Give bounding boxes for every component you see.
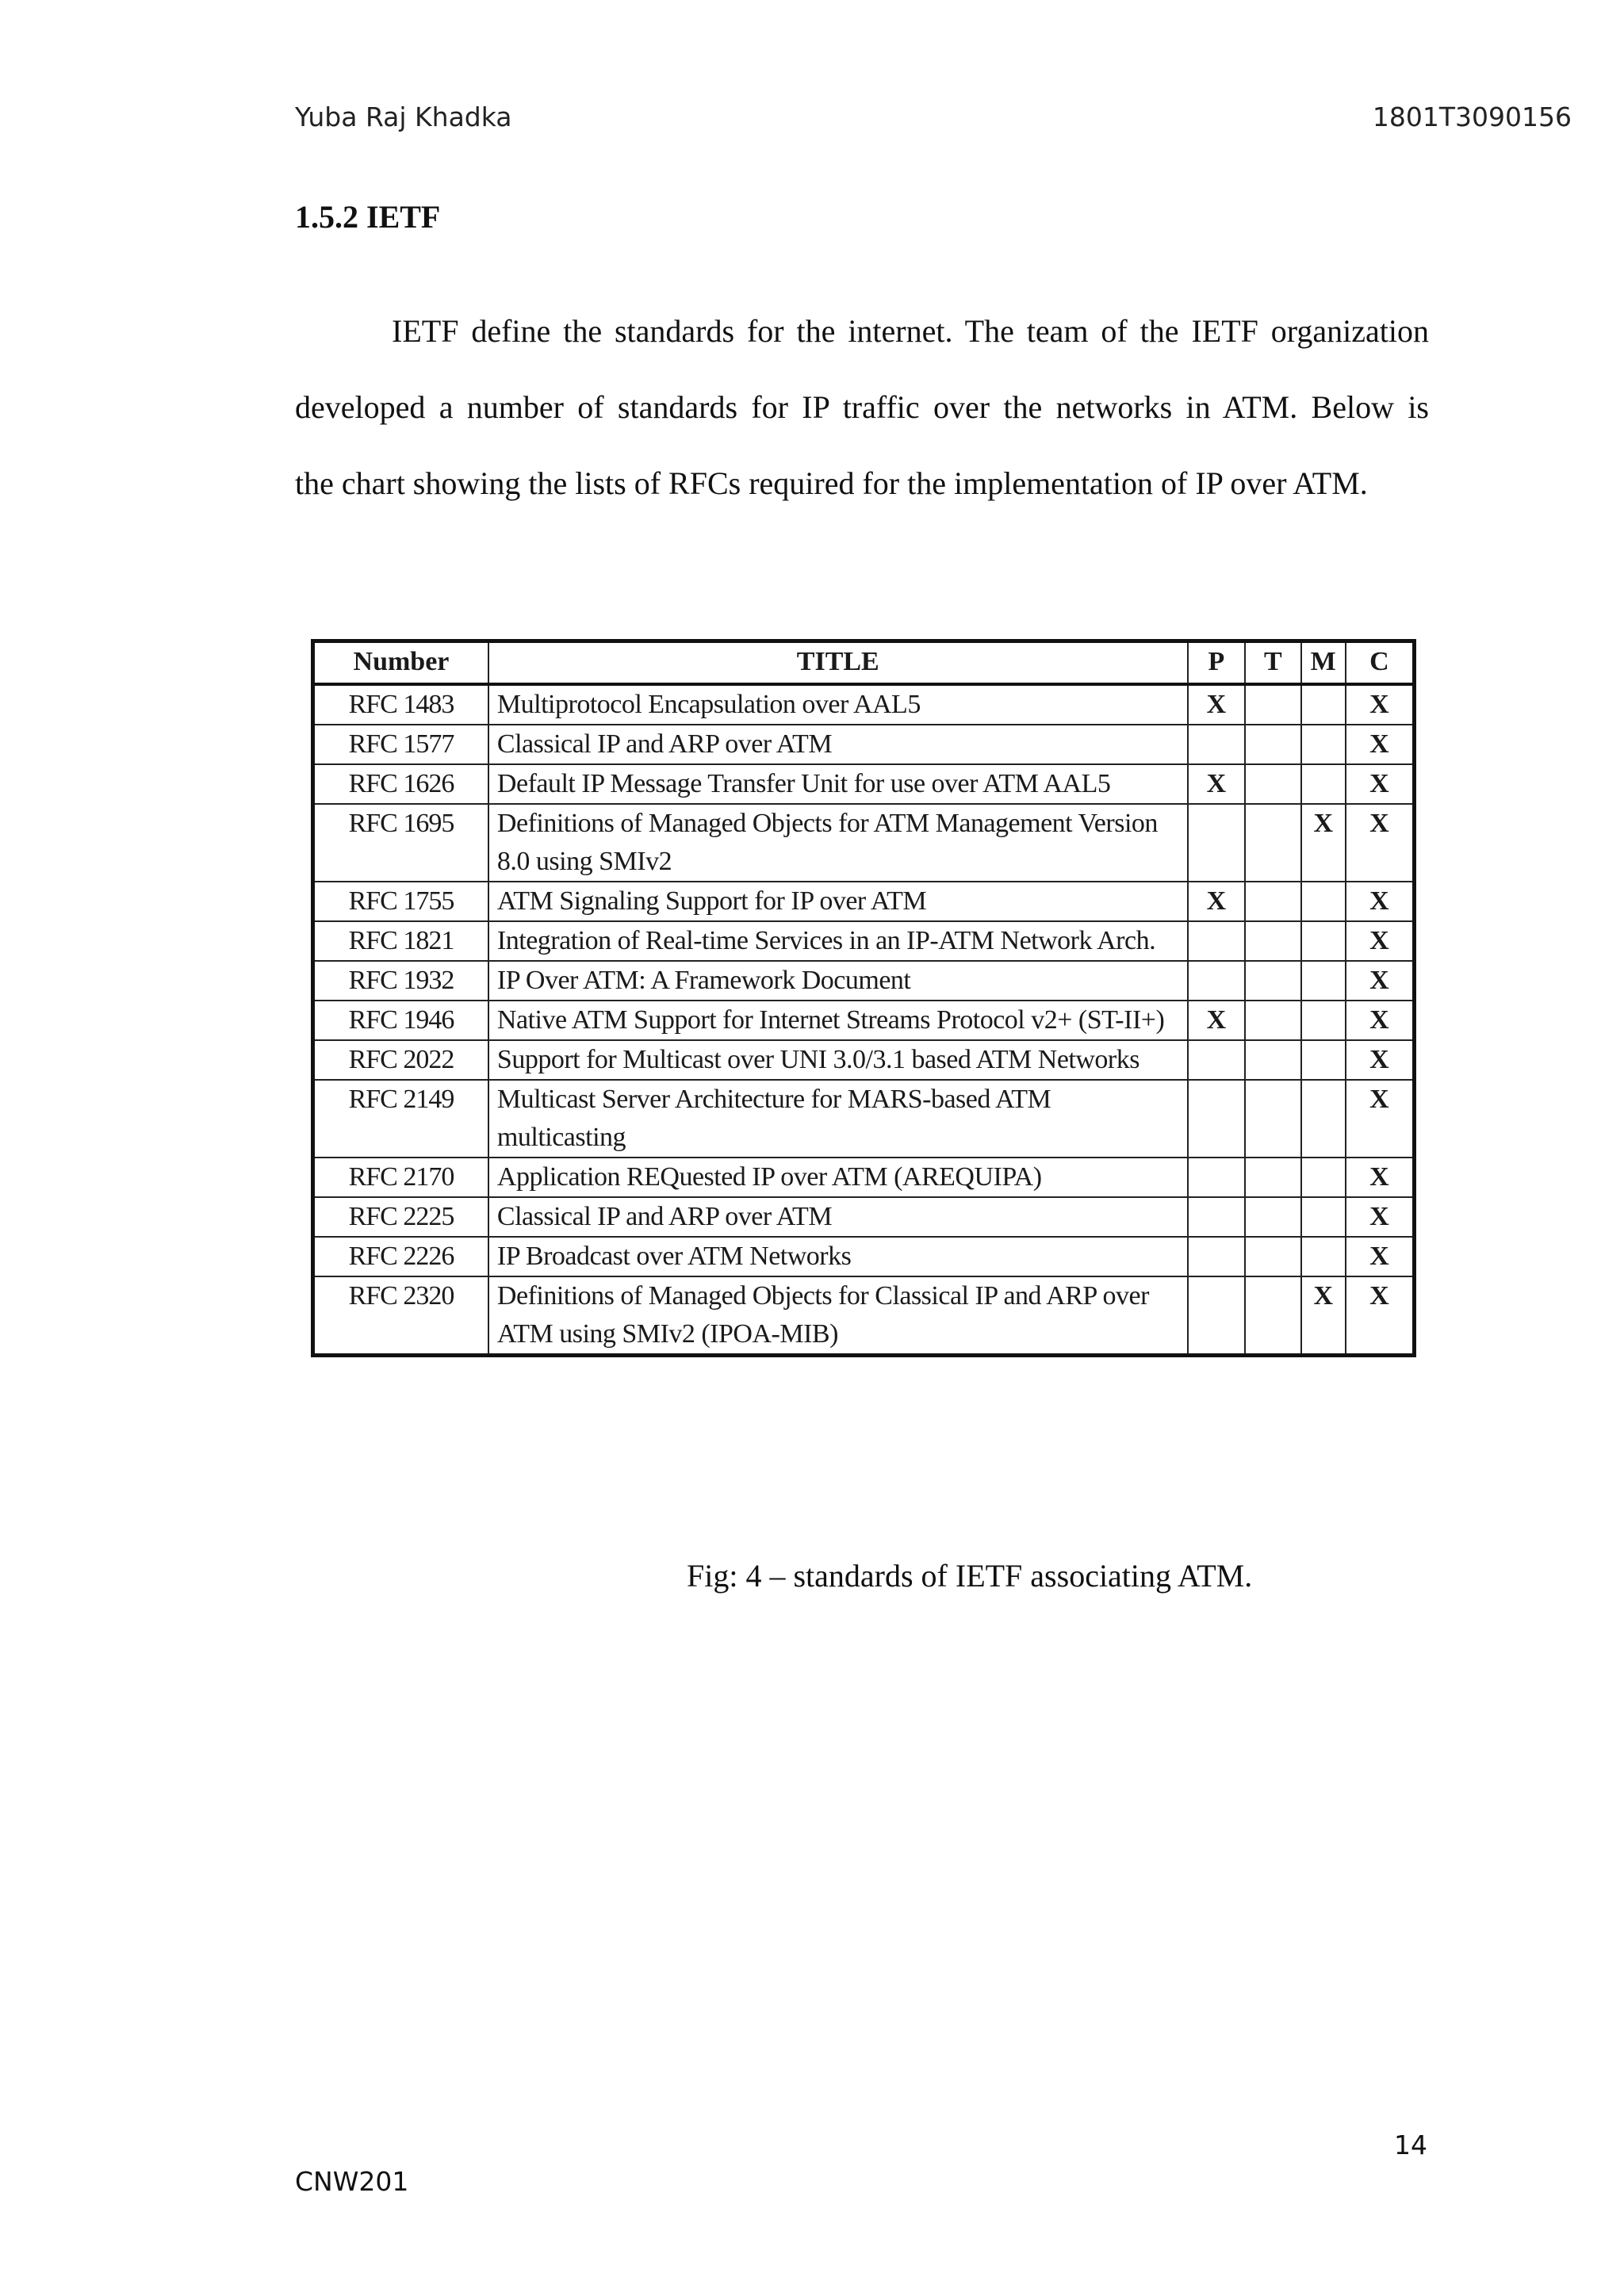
paragraph-line: the chart showing the lists of RFCs required for the implementation of IP over ATM.: [295, 465, 1368, 501]
rfc-title: Application REQuested IP over ATM (AREQUIPA): [488, 1158, 1188, 1197]
mark-p: [1188, 725, 1245, 764]
mark-c: X: [1346, 1276, 1415, 1356]
rfc-title: Definitions of Managed Objects for Classical IP and ARP over ATM using SMIv2 (IPOA-MIB): [488, 1276, 1188, 1356]
mark-t: [1245, 1040, 1300, 1080]
mark-c: X: [1346, 1080, 1415, 1158]
body-paragraph: [295, 293, 1429, 522]
mark-m: [1301, 1001, 1346, 1040]
header-author: Yuba Raj Khadka: [295, 101, 512, 132]
mark-t: [1245, 882, 1300, 921]
rfc-number: RFC 1932: [313, 961, 488, 1001]
mark-t: [1245, 1276, 1300, 1356]
rfc-number: RFC 2320: [313, 1276, 488, 1356]
header-t: T: [1245, 641, 1300, 685]
header-c: C: [1346, 641, 1415, 685]
mark-p: [1188, 961, 1245, 1001]
section-title: 1.5.2 IETF: [295, 199, 441, 235]
rfc-title: Multiprotocol Encapsulation over AAL5: [488, 684, 1188, 725]
mark-m: X: [1301, 804, 1346, 882]
rfc-title: Default IP Message Transfer Unit for use over ATM AAL5: [488, 764, 1188, 804]
table-row: [313, 764, 1415, 804]
table-header-row: [313, 641, 1415, 685]
mark-t: [1245, 725, 1300, 764]
mark-m: X: [1301, 1276, 1346, 1356]
rfc-title: Definitions of Managed Objects for ATM Management Version 8.0 using SMIv2: [488, 804, 1188, 882]
rfc-number: RFC 1946: [313, 1001, 488, 1040]
table-row: [313, 1237, 1415, 1276]
rfc-number: RFC 2226: [313, 1237, 488, 1276]
mark-m: [1301, 764, 1346, 804]
mark-p: X: [1188, 1001, 1245, 1040]
mark-t: [1245, 921, 1300, 961]
rfc-title: IP Broadcast over ATM Networks: [488, 1237, 1188, 1276]
table-row: [313, 1158, 1415, 1197]
mark-c: X: [1346, 882, 1415, 921]
table-row: [313, 1001, 1415, 1040]
rfc-number: RFC 2022: [313, 1040, 488, 1080]
rfc-number: RFC 1483: [313, 684, 488, 725]
mark-p: [1188, 804, 1245, 882]
mark-t: [1245, 1158, 1300, 1197]
mark-t: [1245, 764, 1300, 804]
mark-p: X: [1188, 764, 1245, 804]
rfc-number: RFC 1577: [313, 725, 488, 764]
table-row: [313, 1080, 1415, 1158]
header-number: Number: [313, 641, 488, 685]
table-row: [313, 921, 1415, 961]
mark-c: X: [1346, 684, 1415, 725]
mark-c: X: [1346, 764, 1415, 804]
mark-t: [1245, 1001, 1300, 1040]
table-row: [313, 804, 1415, 882]
rfc-table: [311, 639, 1416, 1357]
rfc-number: RFC 2149: [313, 1080, 488, 1158]
rfc-title: Native ATM Support for Internet Streams Protocol v2+ (ST-II+): [488, 1001, 1188, 1040]
rfc-title: ATM Signaling Support for IP over ATM: [488, 882, 1188, 921]
rfc-title: Classical IP and ARP over ATM: [488, 1197, 1188, 1237]
mark-c: X: [1346, 1237, 1415, 1276]
header-title: TITLE: [488, 641, 1188, 685]
mark-m: [1301, 1040, 1346, 1080]
table-row: [313, 1040, 1415, 1080]
mark-c: X: [1346, 1158, 1415, 1197]
mark-c: X: [1346, 1040, 1415, 1080]
mark-p: [1188, 1237, 1245, 1276]
table-row: [313, 725, 1415, 764]
mark-p: [1188, 1040, 1245, 1080]
rfc-title: Multicast Server Architecture for MARS-based ATM multicasting: [488, 1080, 1188, 1158]
rfc-title: Integration of Real-time Services in an IP-ATM Network Arch.: [488, 921, 1188, 961]
header-student-id: 1801T3090156: [1372, 101, 1572, 132]
rfc-title: Classical IP and ARP over ATM: [488, 725, 1188, 764]
header-p: P: [1188, 641, 1245, 685]
table-row: [313, 1197, 1415, 1237]
rfc-table-body: [313, 684, 1415, 1356]
mark-m: [1301, 921, 1346, 961]
rfc-table-figure: [311, 639, 1416, 1357]
mark-p: [1188, 1276, 1245, 1356]
mark-m: [1301, 1197, 1346, 1237]
course-code: CNW201: [295, 2166, 409, 2197]
rfc-number: RFC 1695: [313, 804, 488, 882]
mark-m: [1301, 1080, 1346, 1158]
mark-c: X: [1346, 804, 1415, 882]
figure-caption: Fig: 4 – standards of IETF associating ATM.: [687, 1558, 1253, 1594]
mark-m: [1301, 882, 1346, 921]
mark-c: X: [1346, 725, 1415, 764]
mark-c: X: [1346, 1197, 1415, 1237]
mark-m: [1301, 684, 1346, 725]
mark-t: [1245, 1237, 1300, 1276]
mark-p: [1188, 1080, 1245, 1158]
mark-m: [1301, 1158, 1346, 1197]
mark-c: X: [1346, 921, 1415, 961]
rfc-number: RFC 1755: [313, 882, 488, 921]
header-m: M: [1301, 641, 1346, 685]
table-row: [313, 961, 1415, 1001]
mark-m: [1301, 1237, 1346, 1276]
mark-t: [1245, 1080, 1300, 1158]
page-number: 14: [1394, 2130, 1427, 2160]
mark-t: [1245, 684, 1300, 725]
mark-t: [1245, 804, 1300, 882]
mark-m: [1301, 961, 1346, 1001]
rfc-number: RFC 1821: [313, 921, 488, 961]
mark-c: X: [1346, 1001, 1415, 1040]
paragraph-line: IETF define the standards for the internet. The team of the IETF organization: [392, 313, 1429, 349]
mark-t: [1245, 1197, 1300, 1237]
table-row: [313, 684, 1415, 725]
mark-m: [1301, 725, 1346, 764]
rfc-title: Support for Multicast over UNI 3.0/3.1 based ATM Networks: [488, 1040, 1188, 1080]
mark-p: [1188, 1197, 1245, 1237]
mark-p: X: [1188, 882, 1245, 921]
paragraph-line: developed a number of standards for IP traffic over the networks in ATM. Below is: [295, 389, 1429, 425]
mark-c: X: [1346, 961, 1415, 1001]
rfc-title: IP Over ATM: A Framework Document: [488, 961, 1188, 1001]
mark-p: [1188, 921, 1245, 961]
table-row: [313, 1276, 1415, 1356]
rfc-number: RFC 2225: [313, 1197, 488, 1237]
mark-p: [1188, 1158, 1245, 1197]
mark-t: [1245, 961, 1300, 1001]
rfc-number: RFC 1626: [313, 764, 488, 804]
rfc-number: RFC 2170: [313, 1158, 488, 1197]
table-row: [313, 882, 1415, 921]
mark-p: X: [1188, 684, 1245, 725]
